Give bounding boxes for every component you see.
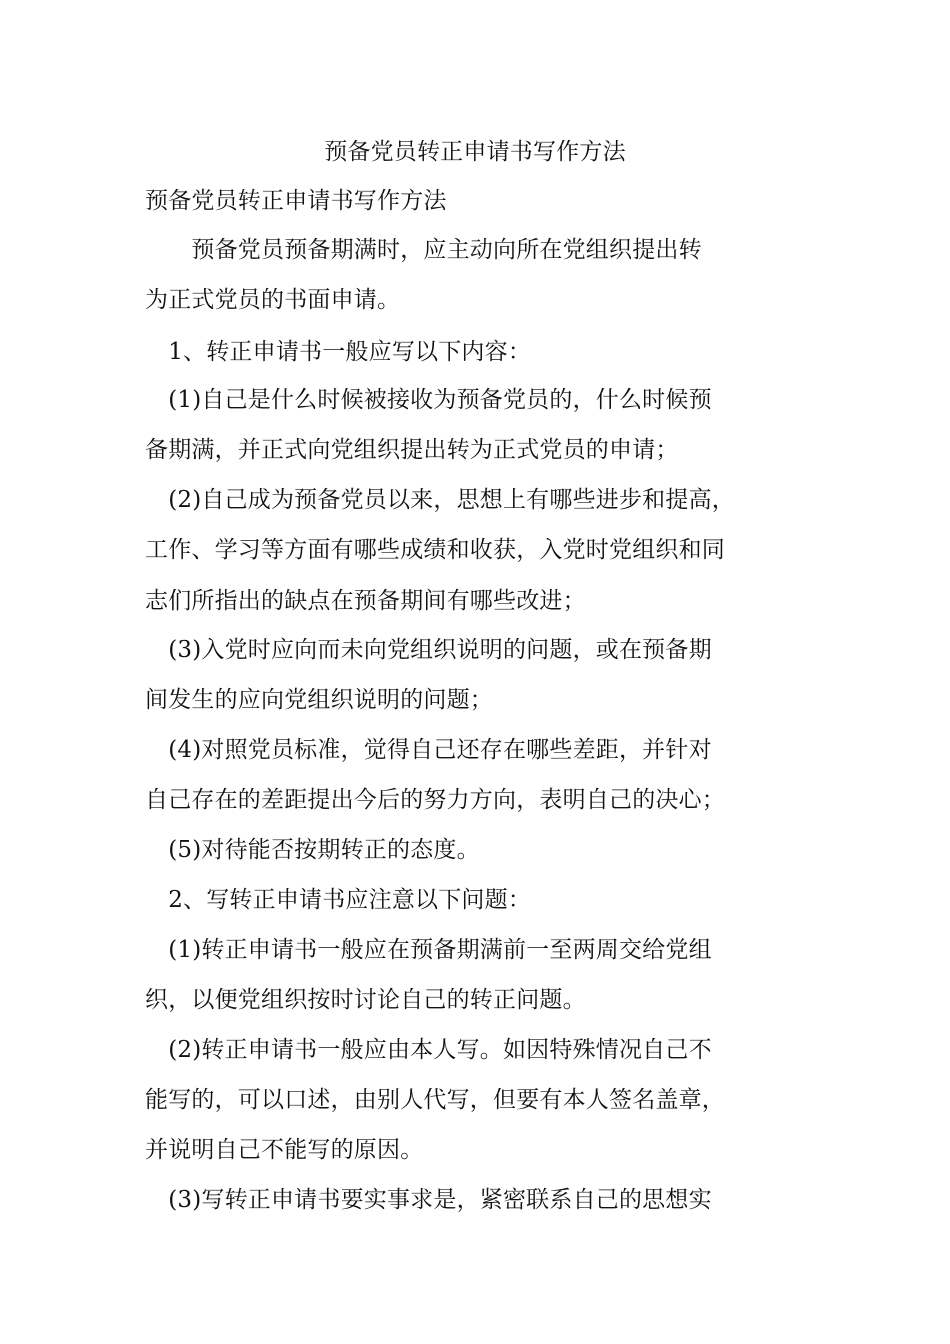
document-line: 间发生的应向党组织说明的问题； bbox=[145, 687, 493, 713]
document-line: (2)转正申请书一般应由本人写。如因特殊情况自己不 bbox=[145, 1037, 712, 1063]
document-line: (1)自己是什么时候被接收为预备党员的，什么时候预 bbox=[145, 387, 712, 413]
document-line: (2)自己成为预备党员以来，思想上有哪些进步和提高， bbox=[145, 487, 735, 513]
document-line: 2、写转正申请书应注意以下问题： bbox=[145, 887, 532, 913]
document-line: 预备党员预备期满时，应主动向所在党组织提出转 bbox=[145, 237, 702, 263]
document-title: 预备党员转正申请书写作方法 bbox=[324, 139, 626, 165]
document-line: 自己存在的差距提出今后的努力方向，表明自己的决心； bbox=[145, 787, 725, 813]
document-line: 预备党员转正申请书写作方法 bbox=[145, 188, 447, 214]
document-line: (4)对照党员标准，觉得自己还存在哪些差距，并针对 bbox=[145, 737, 712, 763]
document-line: (3)入党时应向而未向党组织说明的问题，或在预备期 bbox=[145, 637, 712, 663]
document-line: 工作、学习等方面有哪些成绩和收获，入党时党组织和同 bbox=[145, 537, 725, 563]
document-line: 为正式党员的书面申请。 bbox=[145, 287, 401, 313]
document-line: 能写的，可以口述，由别人代写，但要有本人签名盖章， bbox=[145, 1087, 725, 1113]
document-line: (5)对待能否按期转正的态度。 bbox=[145, 837, 480, 863]
document-line: 1、转正申请书一般应写以下内容： bbox=[145, 339, 532, 365]
document-line: (3)写转正申请书要实事求是，紧密联系自己的思想实 bbox=[145, 1187, 712, 1213]
document-line: (1)转正申请书一般应在预备期满前一至两周交给党组 bbox=[145, 937, 712, 963]
document-line: 织，以便党组织按时讨论自己的转正问题。 bbox=[145, 987, 586, 1013]
document-line: 备期满，并正式向党组织提出转为正式党员的申请； bbox=[145, 437, 679, 463]
document-line: 并说明自己不能写的原因。 bbox=[145, 1137, 424, 1163]
document-line: 志们所指出的缺点在预备期间有哪些改进； bbox=[145, 588, 586, 614]
